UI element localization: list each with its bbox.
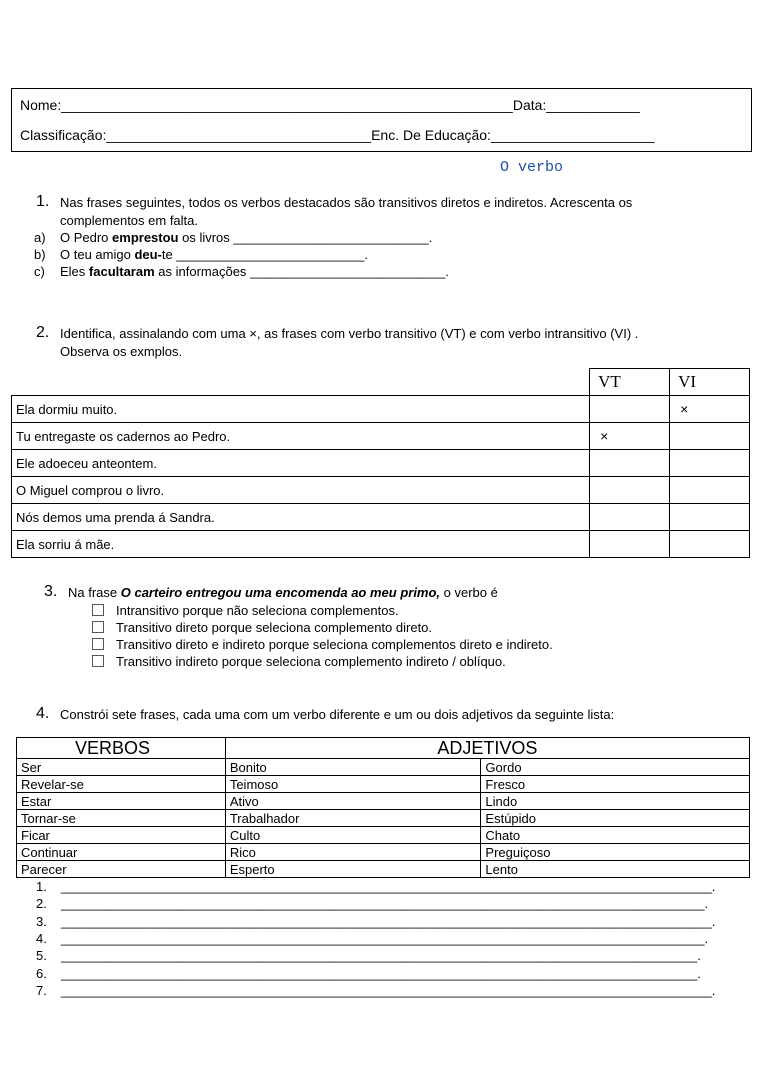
q2-text-b: Observa os exmplos.: [60, 344, 183, 359]
q1-item-post: as informações ___________________________.: [154, 264, 449, 279]
q2-col-vi: VI: [670, 369, 750, 396]
q3-option[interactable]: [92, 620, 432, 635]
q2-vt-cell[interactable]: [590, 396, 670, 423]
table-row: [17, 776, 750, 793]
checkbox-icon[interactable]: [92, 638, 104, 650]
q4-header-row: [17, 738, 750, 759]
q3-option[interactable]: [92, 603, 399, 618]
q3-bold-sentence: O carteiro entregou uma encomenda ao meu primo,: [120, 585, 441, 600]
q3-post: o verbo é: [440, 585, 498, 600]
q4-adjective-2: Preguiçoso: [481, 844, 750, 861]
q3-option[interactable]: [92, 637, 553, 652]
answer-line-number: 5.: [36, 948, 47, 964]
q3-number: 3.: [44, 583, 58, 600]
q4-adjective-2: Gordo: [481, 759, 750, 776]
q1-item-text: [60, 230, 432, 245]
answer-line[interactable]: _________________________________________________________________________________________.: [61, 930, 709, 946]
q1-item-text: [60, 264, 449, 279]
q1-item-letter: c): [34, 264, 45, 279]
q1-item-verb: deu-: [134, 247, 162, 262]
q2-number: 2.: [36, 324, 50, 341]
q4-verb: Estar: [17, 793, 226, 810]
checkbox-icon[interactable]: [92, 604, 104, 616]
q3-option-label: Transitivo direto porque seleciona complemento direto.: [116, 620, 433, 635]
q4-adjective-2: Estúpido: [481, 810, 750, 827]
q4-number: 4.: [36, 705, 50, 722]
q2-vt-cell[interactable]: [590, 504, 670, 531]
q4-col-verbos: VERBOS: [17, 738, 226, 759]
q3-option-label: Intransitivo porque não seleciona complementos.: [116, 603, 399, 618]
q4-adjective-1: Esperto: [225, 861, 481, 878]
q1-item-post: te __________________________.: [161, 247, 368, 262]
table-row: [17, 861, 750, 878]
q4-adjective-2: Fresco: [481, 776, 750, 793]
q1-item-text: [60, 247, 368, 262]
table-row: [12, 531, 750, 558]
q1-item-pre: O teu amigo: [60, 247, 135, 262]
answer-line-number: 4.: [36, 930, 47, 946]
q2-vi-cell[interactable]: [670, 423, 750, 450]
q1-item-post: os livros ___________________________.: [178, 230, 433, 245]
q4-verb: Parecer: [17, 861, 226, 878]
q4-adjective-1: Bonito: [225, 759, 481, 776]
table-row: [12, 477, 750, 504]
q3-option-label: Transitivo direto e indireto porque seleciona complementos direto e indireto.: [116, 637, 553, 652]
q4-verb: Ficar: [17, 827, 226, 844]
q2-header-blank: [12, 369, 590, 396]
q2-sentence: Nós demos uma prenda á Sandra.: [12, 504, 590, 531]
q4-adjective-2: Lindo: [481, 793, 750, 810]
answer-line[interactable]: __________________________________________________________________________________________.: [61, 913, 716, 929]
classification-line: Classificação:__________________________________Enc. De Educação:_____________________: [20, 127, 655, 143]
answer-line[interactable]: __________________________________________________________________________________________.: [61, 982, 716, 998]
q1-item-letter: a): [34, 230, 46, 245]
q2-vi-cell[interactable]: [670, 531, 750, 558]
answer-line-number: 7.: [36, 982, 47, 998]
q2-vt-cell[interactable]: [590, 477, 670, 504]
q4-adjective-2: Lento: [481, 861, 750, 878]
q4-verb: Revelar-se: [17, 776, 226, 793]
q4-col-adjetivos: ADJETIVOS: [225, 738, 749, 759]
q4-adjective-1: Trabalhador: [225, 810, 481, 827]
table-row: [17, 810, 750, 827]
table-row: [12, 504, 750, 531]
q2-col-vt: VT: [590, 369, 670, 396]
table-row: [17, 827, 750, 844]
q4-adjective-2: Chato: [481, 827, 750, 844]
table-row: [12, 423, 750, 450]
q3-option-label: Transitivo indireto porque seleciona complemento indireto / oblíquo.: [116, 654, 506, 669]
q2-sentence: Tu entregaste os cadernos ao Pedro.: [12, 423, 590, 450]
q2-vi-cell[interactable]: [670, 450, 750, 477]
q2-text-a: Identifica, assinalando com uma ×, as frases com verbo transitivo (VT) e com verbo intransitivo (VI) .: [60, 326, 639, 341]
answer-line-number: 3.: [36, 913, 47, 929]
answer-line-number: 1.: [36, 879, 47, 894]
answer-line[interactable]: ________________________________________________________________________________________.: [61, 948, 701, 964]
q2-sentence: Ela dormiu muito.: [12, 396, 590, 423]
q2-vi-cell[interactable]: [670, 477, 750, 504]
q2-sentence: Ele adoeceu anteontem.: [12, 450, 590, 477]
q2-vi-cell[interactable]: ×: [670, 396, 750, 423]
q4-table: [16, 737, 750, 878]
table-row: [17, 793, 750, 810]
q2-vt-cell[interactable]: ×: [590, 423, 670, 450]
q4-adjective-1: Teimoso: [225, 776, 481, 793]
q1-text-a: Nas frases seguintes, todos os verbos destacados são transitivos diretos e indiretos. Acrescenta os: [60, 195, 633, 210]
answer-line-number: 2.: [36, 896, 47, 912]
q4-verb: Ser: [17, 759, 226, 776]
table-row: [12, 396, 750, 423]
q4-verb: Continuar: [17, 844, 226, 861]
table-row: [17, 844, 750, 861]
answer-line-number: 6.: [36, 965, 47, 981]
q1-item-verb: emprestou: [112, 230, 179, 245]
q1-text-b: complementos em falta.: [60, 213, 199, 228]
table-row: [17, 759, 750, 776]
answer-line[interactable]: _________________________________________________________________________________________.: [61, 896, 709, 912]
q2-table: [11, 368, 750, 558]
q1-item-pre: O Pedro: [60, 230, 113, 245]
checkbox-icon[interactable]: [92, 621, 104, 633]
q2-sentence: Ela sorriu á mãe.: [12, 531, 590, 558]
q3-option[interactable]: [92, 654, 506, 669]
q1-number: 1.: [36, 193, 50, 210]
q4-adjective-1: Culto: [225, 827, 481, 844]
q2-sentence: O Miguel comprou o livro.: [12, 477, 590, 504]
q1-item-pre: Eles: [60, 264, 89, 279]
header-box: [11, 88, 752, 152]
q1-item-letter: b): [34, 247, 46, 262]
q4-verb: Tornar-se: [17, 810, 226, 827]
q2-vi-cell[interactable]: [670, 504, 750, 531]
page-title: O verbo: [500, 159, 564, 176]
q3-pre: Na frase: [68, 585, 121, 600]
q2-vt-cell[interactable]: [590, 450, 670, 477]
answer-line[interactable]: __________________________________________________________________________________________.: [61, 879, 716, 894]
q2-header-row: [12, 369, 750, 396]
q4-adjective-1: Rico: [225, 844, 481, 861]
table-row: [12, 450, 750, 477]
name-date-line: Nome:__________________________________________________________Data:____________: [20, 97, 640, 113]
checkbox-icon[interactable]: [92, 655, 104, 667]
q4-text: Constrói sete frases, cada uma com um verbo diferente e um ou dois adjetivos da seguinte lista:: [60, 707, 615, 722]
answer-line[interactable]: ________________________________________________________________________________________.: [61, 965, 701, 981]
q2-vt-cell[interactable]: [590, 531, 670, 558]
q4-adjective-1: Ativo: [225, 793, 481, 810]
q3-prompt: [68, 585, 498, 600]
q1-item-verb: facultaram: [88, 264, 155, 279]
